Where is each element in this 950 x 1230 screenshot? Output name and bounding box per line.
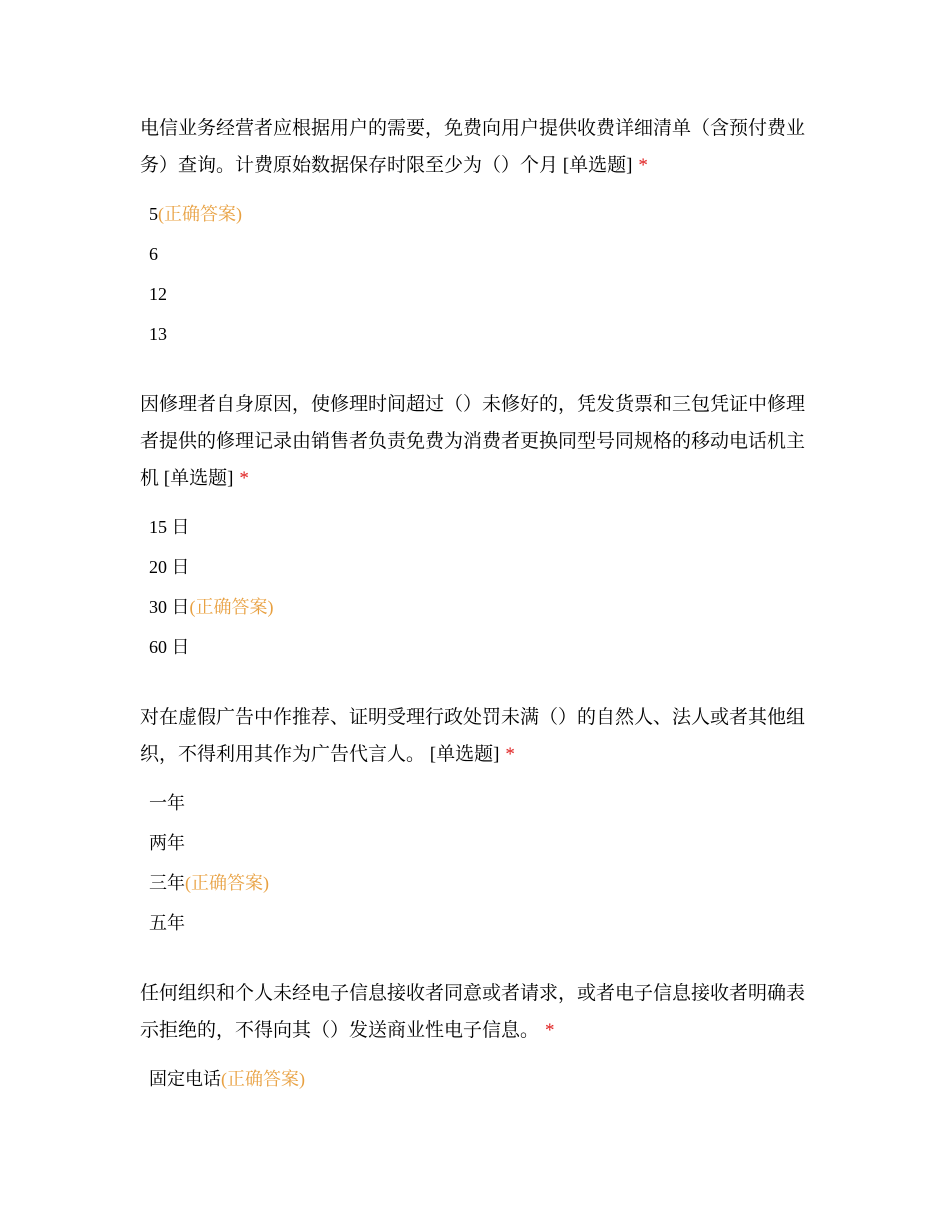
question-2-options <box>140 507 820 667</box>
option-label: 60 日 <box>149 637 190 657</box>
correct-answer-tag: (正确答案) <box>221 1069 305 1089</box>
option-label: 5 <box>149 204 158 224</box>
required-mark: * <box>239 468 249 489</box>
option[interactable] <box>140 903 820 943</box>
option-label: 固定电话 <box>149 1069 221 1089</box>
option[interactable] <box>140 1059 820 1099</box>
question-3-prompt: 对在虚假广告中作推荐、证明受理行政处罚未满（）的自然人、法人或者其他组织，不得利用其作为广告代言人。 [单选题] <box>140 707 806 765</box>
option[interactable] <box>140 823 820 863</box>
option[interactable] <box>140 587 820 627</box>
option[interactable] <box>140 547 820 587</box>
question-1-prompt: 电信业务经营者应根据用户的需要，免费向用户提供收费详细清单（含预付费业务）查询。计费原始数据保存时限至少为（）个月 [单选题] <box>140 118 806 176</box>
correct-answer-tag: (正确答案) <box>189 597 274 617</box>
question-1-text <box>140 110 820 184</box>
option-label: 6 <box>149 244 158 264</box>
option-label: 12 <box>149 284 167 304</box>
correct-answer-tag: (正确答案) <box>158 204 242 224</box>
question-3-text <box>140 699 820 773</box>
question-3 <box>140 699 820 943</box>
option-label: 13 <box>149 324 167 344</box>
required-mark: * <box>505 744 515 765</box>
question-4 <box>140 975 820 1099</box>
question-4-text <box>140 975 820 1049</box>
question-2 <box>140 386 820 667</box>
option[interactable] <box>140 274 820 314</box>
option-label: 20 日 <box>149 557 190 577</box>
question-1-options <box>140 194 820 354</box>
option[interactable] <box>140 863 820 903</box>
option-label: 15 日 <box>149 517 190 537</box>
question-spacer <box>140 354 820 386</box>
question-1 <box>140 110 820 354</box>
option[interactable] <box>140 507 820 547</box>
option-label: 一年 <box>149 793 185 813</box>
question-spacer <box>140 943 820 975</box>
option[interactable] <box>140 194 820 234</box>
option[interactable] <box>140 234 820 274</box>
option[interactable] <box>140 314 820 354</box>
question-spacer <box>140 667 820 699</box>
question-2-prompt: 因修理者自身原因，使修理时间超过（）未修好的，凭发货票和三包凭证中修理者提供的修理记录由销售者负责免费为消费者更换同型号同规格的移动电话机主机 [单选题] <box>140 394 806 489</box>
correct-answer-tag: (正确答案) <box>185 873 269 893</box>
option-label: 五年 <box>149 913 185 933</box>
option-label: 三年 <box>149 873 185 893</box>
required-mark: * <box>638 155 648 176</box>
required-mark: * <box>545 1020 555 1041</box>
option-label: 两年 <box>149 833 185 853</box>
option[interactable] <box>140 783 820 823</box>
quiz-page <box>140 110 820 1099</box>
option[interactable] <box>140 627 820 667</box>
question-3-options <box>140 783 820 943</box>
question-2-text <box>140 386 820 497</box>
question-4-options <box>140 1059 820 1099</box>
question-4-prompt: 任何组织和个人未经电子信息接收者同意或者请求，或者电子信息接收者明确表示拒绝的，不得向其（）发送商业性电子信息。 <box>140 983 806 1041</box>
option-label: 30 日 <box>149 597 190 617</box>
